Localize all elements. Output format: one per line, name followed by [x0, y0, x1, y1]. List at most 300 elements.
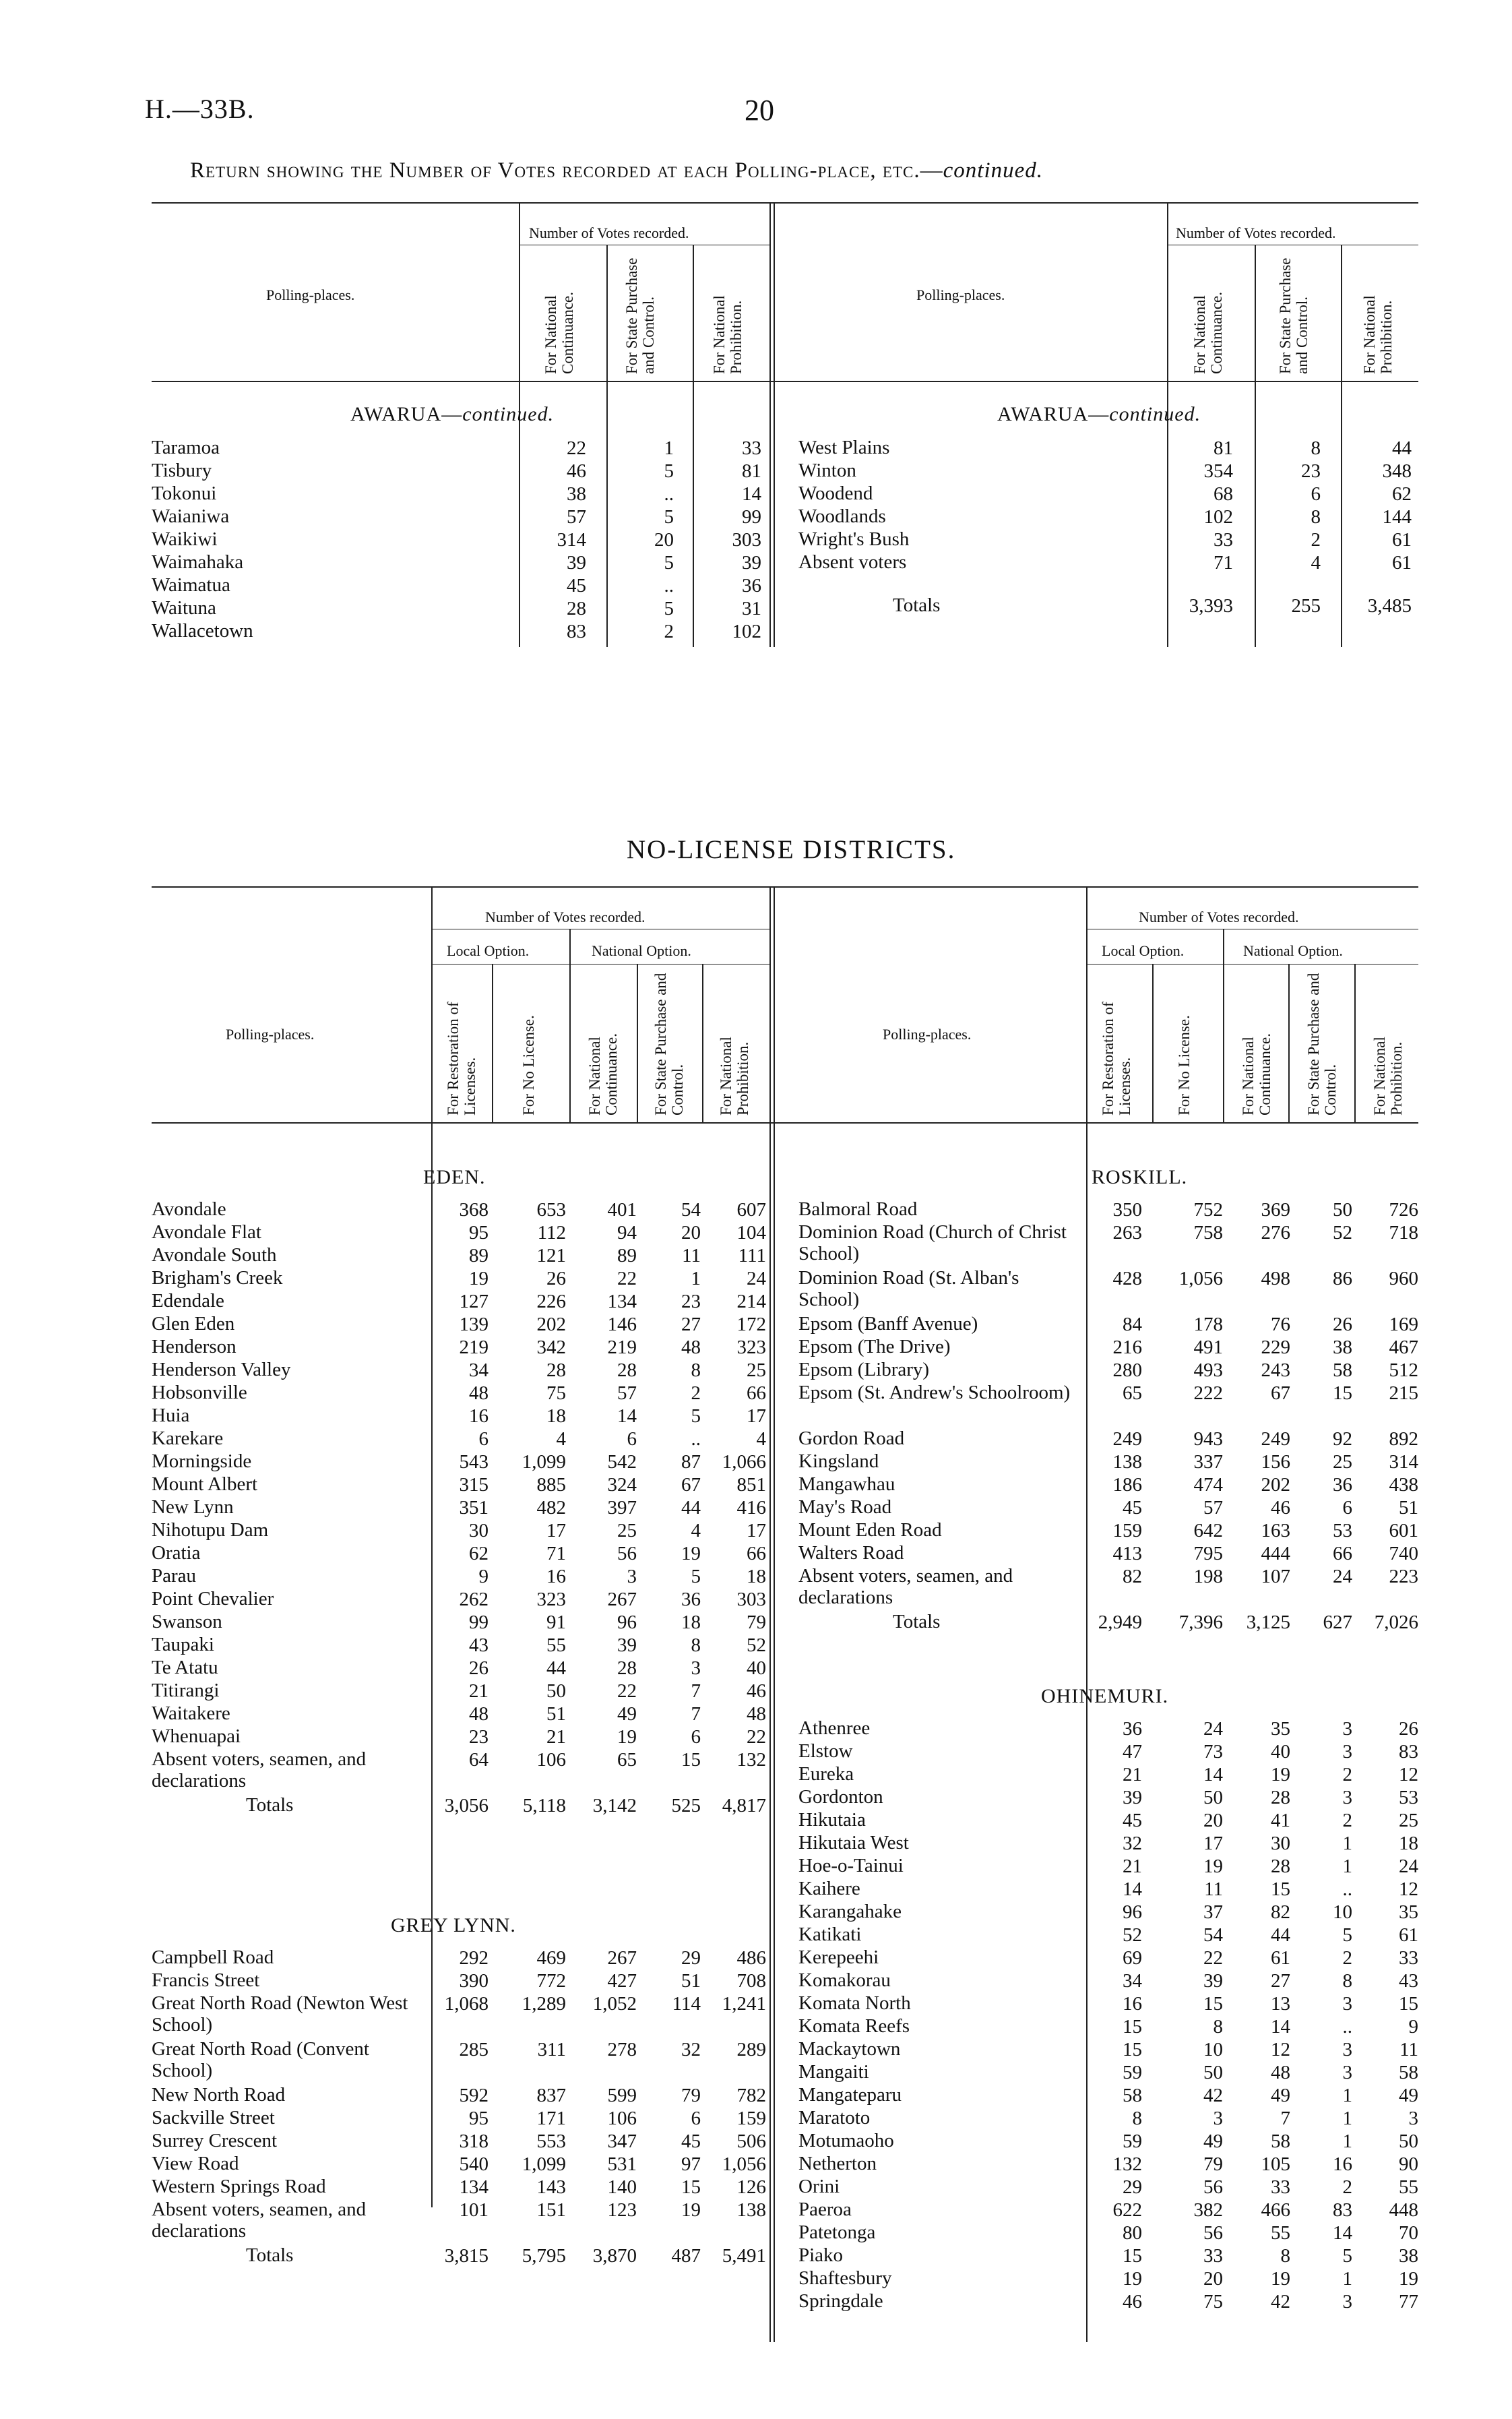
vote-count: 960	[1389, 1268, 1418, 1289]
vote-count: 540	[459, 2153, 489, 2175]
vote-count: 18	[681, 1612, 701, 1633]
vote-count: 156	[1261, 1451, 1290, 1473]
vote-count: 15	[1123, 2245, 1142, 2267]
vote-count: 55	[1271, 2222, 1290, 2244]
vote-count: 18	[747, 1566, 766, 1587]
vote-count: 90	[1399, 2153, 1418, 2175]
vote-count: 143	[536, 2176, 566, 2198]
vote-count: 144	[1382, 506, 1412, 528]
polling-place-name: New Lynn	[152, 1496, 234, 1518]
vote-count: 101	[459, 2199, 489, 2221]
vote-count: 219	[459, 1337, 489, 1358]
vote-count: 3	[1342, 1993, 1352, 2015]
vote-count: 487	[671, 2245, 701, 2267]
vote-count: 292	[459, 1947, 489, 1969]
vote-count: 26	[1333, 1314, 1352, 1335]
table-row	[798, 1740, 1418, 1763]
polling-place-name: Waikiwi	[152, 528, 218, 550]
vote-count: 65	[1123, 1382, 1142, 1404]
vote-count: 303	[736, 1589, 766, 1610]
polling-place-name: Te Atatu	[152, 1657, 218, 1678]
vote-count: 249	[1261, 1428, 1290, 1450]
vote-count: 44	[546, 1657, 566, 1679]
polling-place-name: Epsom (St. Andrew's Schoolroom)	[798, 1382, 1071, 1403]
vote-count: 653	[536, 1199, 566, 1221]
vote-count: 267	[607, 1947, 637, 1969]
polling-place-name: Walters Road	[798, 1542, 904, 1564]
vote-count: 94	[617, 1222, 637, 1244]
nl-national-option-left: National Option.	[592, 942, 691, 959]
vote-count: 20	[1203, 1810, 1223, 1831]
vote-count: 382	[1193, 2199, 1223, 2221]
vote-count: 28	[617, 1359, 637, 1381]
vote-count: 892	[1389, 1428, 1418, 1450]
vote-count: 57	[1203, 1497, 1223, 1519]
vote-count: 29	[681, 1947, 701, 1969]
vote-count: 55	[1399, 2176, 1418, 2198]
page-number: 20	[745, 94, 774, 127]
col-national-prohibition-left: For National Prohibition.	[711, 295, 745, 374]
vote-count: 80	[1123, 2222, 1142, 2244]
table-row	[798, 1878, 1418, 1901]
vote-count: 138	[736, 2199, 766, 2221]
vote-count: 262	[459, 1589, 489, 1610]
vote-count: 348	[1382, 460, 1412, 482]
vote-count: 223	[1389, 1566, 1418, 1587]
totals-row	[152, 1794, 768, 1817]
vote-count: 219	[607, 1337, 637, 1358]
table-row	[152, 460, 768, 483]
vote-count: 140	[607, 2176, 637, 2198]
vote-count: 1	[1342, 1856, 1352, 1877]
vote-count: 303	[732, 529, 761, 551]
vote-count: 5	[664, 598, 674, 619]
vote-count: 28	[1271, 1787, 1290, 1808]
vote-count: 23	[469, 1726, 489, 1748]
polling-place-name: Brigham's Creek	[152, 1267, 283, 1289]
vote-count: 467	[1389, 1337, 1418, 1358]
vote-count: 25	[747, 1359, 766, 1381]
vote-count: 498	[1261, 1268, 1290, 1289]
polling-place-name: Mangawhau	[798, 1473, 895, 1495]
nl-col-no-license-left: For No License.	[520, 1015, 537, 1115]
table-row	[798, 2199, 1418, 2222]
vote-count: 99	[469, 1612, 489, 1633]
vote-count: 51	[681, 1970, 701, 1992]
vote-count: 885	[536, 1474, 566, 1496]
vote-count: 66	[747, 1543, 766, 1564]
vote-count: 6	[691, 1726, 701, 1748]
awarua-left-table	[152, 437, 768, 643]
vote-count: 44	[1392, 437, 1412, 459]
table-row	[152, 1588, 768, 1611]
vote-count: 50	[1203, 1787, 1223, 1808]
vote-count: 64	[469, 1749, 489, 1771]
polling-place-name: Hikutaia West	[798, 1832, 909, 1854]
vote-count: 43	[469, 1634, 489, 1656]
vote-count: 123	[607, 2199, 637, 2221]
table-row	[798, 1924, 1418, 1947]
vote-count: 32	[1123, 1833, 1142, 1854]
vote-count: 62	[469, 1543, 489, 1564]
vote-count: 202	[536, 1314, 566, 1335]
vote-count: 25	[1399, 1810, 1418, 1831]
vote-count: 482	[536, 1497, 566, 1519]
vote-count: 6	[691, 2108, 701, 2129]
vote-count: 20	[1203, 2268, 1223, 2290]
vote-count: 146	[607, 1314, 637, 1335]
vote-count: 39	[617, 1634, 637, 1656]
vote-count: 7,396	[1178, 1612, 1223, 1633]
awarua-left-section	[350, 403, 554, 426]
polling-place-name: Avondale Flat	[152, 1221, 261, 1243]
totals-row	[798, 594, 1418, 617]
vote-count: 92	[1333, 1428, 1352, 1450]
table-row	[152, 1198, 768, 1221]
vote-count: 11	[682, 1245, 701, 1266]
vote-count: 89	[469, 1245, 489, 1266]
polling-place-name: Motumaoho	[798, 2130, 894, 2151]
return-title-continued: continued.	[943, 158, 1044, 183]
vote-count: 126	[736, 2176, 766, 2198]
vote-count: 48	[469, 1382, 489, 1404]
vote-count: 531	[607, 2153, 637, 2175]
vote-count: 38	[1399, 2245, 1418, 2267]
vote-count: 99	[742, 506, 761, 528]
vote-count: 66	[1333, 1543, 1352, 1564]
polling-place-name: Wright's Bush	[798, 528, 910, 550]
table-row	[152, 1313, 768, 1336]
vote-count: 51	[1399, 1497, 1418, 1519]
table-row	[152, 483, 768, 506]
vote-count: 95	[469, 1222, 489, 1244]
polling-place-name: Winton	[798, 460, 856, 481]
vote-count: 76	[1271, 1314, 1290, 1335]
vote-count: 758	[1193, 1222, 1223, 1244]
vote-count: 50	[1399, 2131, 1418, 2152]
polling-place-name: Gordonton	[798, 1786, 883, 1808]
table-row	[798, 1428, 1418, 1450]
vote-count: 19	[681, 1543, 701, 1564]
vote-count: 13	[1271, 1993, 1290, 2015]
vote-count: 26	[546, 1268, 566, 1289]
vote-count: 46	[1123, 2291, 1142, 2313]
vote-count: 169	[1389, 1314, 1418, 1335]
vote-count: 7	[691, 1680, 701, 1702]
vote-count: 15	[681, 1749, 701, 1771]
vote-count: 75	[1203, 2291, 1223, 2313]
vote-count: 3	[1342, 1787, 1352, 1808]
awarua-right-section-name: AWARUA—	[997, 403, 1110, 425]
vote-count: 229	[1261, 1337, 1290, 1358]
vote-count: 17	[1203, 1833, 1223, 1854]
vote-count: 14	[1203, 1764, 1223, 1785]
table-row	[152, 506, 768, 528]
vote-count: 28	[617, 1657, 637, 1679]
vote-count: 6	[478, 1428, 489, 1450]
vote-count: 107	[1261, 1566, 1290, 1587]
vote-count: 61	[1392, 552, 1412, 574]
polling-place-name: Henderson	[152, 1336, 237, 1357]
table-row	[798, 2153, 1418, 2176]
vote-count: 315	[459, 1474, 489, 1496]
vote-count: 48	[469, 1703, 489, 1725]
vote-count: 9	[478, 1566, 489, 1587]
polling-place-name: Dominion Road (Church of Christ School)	[798, 1221, 1067, 1264]
vote-count: 3	[1342, 2039, 1352, 2060]
vote-count: 139	[459, 1314, 489, 1335]
vote-count: 38	[1333, 1337, 1352, 1358]
vote-count: 106	[536, 1749, 566, 1771]
vote-count: 7	[1280, 2108, 1290, 2129]
vote-count: 66	[747, 1382, 766, 1404]
vote-count: 59	[1123, 2131, 1142, 2152]
polling-place-name: Mount Eden Road	[798, 1519, 942, 1541]
table-row	[798, 2176, 1418, 2199]
return-title	[190, 158, 1043, 183]
nl-local-option-right: Local Option.	[1102, 942, 1185, 959]
nl-national-option-right: National Option.	[1243, 942, 1343, 959]
table-row	[152, 1748, 768, 1794]
nl-col-continuance-left: For National Continuance.	[586, 1033, 620, 1115]
polling-place-name: Glen Eden	[152, 1313, 235, 1335]
vote-count: 9	[1408, 2016, 1418, 2038]
vote-count: 216	[1112, 1337, 1142, 1358]
polling-place-name: Sackville Street	[152, 2107, 275, 2129]
nl-polling-places-left: Polling-places.	[226, 1026, 315, 1043]
table-row	[798, 1565, 1418, 1611]
vote-count: 65	[617, 1749, 637, 1771]
vote-count: 8	[1311, 506, 1321, 528]
vote-count: 32	[681, 2039, 701, 2060]
table-row	[152, 1680, 768, 1703]
vote-count: 79	[681, 2085, 701, 2106]
vote-count: 8	[691, 1359, 701, 1381]
polling-place-name: Mackaytown	[798, 2038, 901, 2060]
vote-count: 8	[1213, 2016, 1223, 2038]
vote-count: 397	[607, 1497, 637, 1519]
awarua-left-section-cont: continued.	[462, 403, 555, 425]
vote-count: 3	[1408, 2108, 1418, 2129]
vote-count: 17	[747, 1520, 766, 1541]
vote-count: 622	[1112, 2199, 1142, 2221]
vote-count: 2	[691, 1382, 701, 1404]
vote-count: 599	[607, 2085, 637, 2106]
vote-count: 24	[1203, 1718, 1223, 1740]
vote-count: 347	[607, 2131, 637, 2152]
vote-count: 95	[469, 2108, 489, 2129]
vote-count: 601	[1389, 1520, 1418, 1541]
vote-count: 5,795	[522, 2245, 566, 2267]
vote-count: 68	[1214, 483, 1233, 505]
vote-count: 36	[681, 1589, 701, 1610]
vote-count: 3,125	[1246, 1612, 1290, 1633]
vote-count: 159	[736, 2108, 766, 2129]
vote-count: 52	[1123, 1924, 1142, 1946]
nl-col-continuance-right: For National Continuance.	[1240, 1033, 1273, 1115]
roskill-table	[798, 1198, 1418, 1634]
polling-place-name: Tokonui	[152, 483, 217, 504]
vote-count: 163	[1261, 1520, 1290, 1541]
vote-count: 19	[469, 1268, 489, 1289]
vote-count: 29	[1123, 2176, 1142, 2198]
vote-count: 15	[681, 2176, 701, 2198]
vote-count: 1	[1342, 1833, 1352, 1854]
polling-place-name: Nihotupu Dam	[152, 1519, 269, 1541]
vote-count: 97	[681, 2153, 701, 2175]
nl-col-no-license-right: For No License.	[1176, 1015, 1193, 1115]
nl-votes-heading-left: Number of Votes recorded.	[485, 909, 645, 925]
vote-count: 34	[469, 1359, 489, 1381]
vote-count: 127	[459, 1291, 489, 1312]
vote-count: 54	[1203, 1924, 1223, 1946]
vote-count: 45	[1123, 1497, 1142, 1519]
vote-count: 75	[546, 1382, 566, 1404]
polling-place-name: Point Chevalier	[152, 1588, 274, 1610]
vote-count: 70	[1399, 2222, 1418, 2244]
vote-count: ..	[691, 1428, 701, 1450]
polling-place-name: Komakorau	[798, 1969, 891, 1991]
table-row	[152, 1634, 768, 1657]
vote-count: 249	[1112, 1428, 1142, 1450]
vote-count: 26	[469, 1657, 489, 1679]
vote-count: 323	[736, 1337, 766, 1358]
table-row	[152, 1359, 768, 1382]
vote-count: 83	[1399, 1741, 1418, 1763]
vote-count: 1	[664, 437, 674, 459]
totals-row	[152, 2244, 768, 2267]
vote-count: 1,066	[722, 1451, 766, 1473]
vote-count: 1,289	[522, 1993, 566, 2015]
nl-col-state-purchase-left: For State Purchase and Control.	[652, 973, 686, 1115]
table-row	[798, 2084, 1418, 2107]
table-row	[798, 1473, 1418, 1496]
vote-count: 469	[536, 1947, 566, 1969]
vote-count: 79	[747, 1612, 766, 1633]
vote-count: 243	[1261, 1359, 1290, 1381]
vote-count: 438	[1389, 1474, 1418, 1496]
vote-count: 33	[1399, 1947, 1418, 1969]
vote-count: 15	[1123, 2016, 1142, 2038]
vote-count: 10	[1203, 2039, 1223, 2060]
vote-count: 44	[1271, 1924, 1290, 1946]
vote-count: 708	[736, 1970, 766, 1992]
polling-place-name: Epsom (Library)	[798, 1359, 930, 1380]
vote-count: 44	[681, 1497, 701, 1519]
table-row	[798, 1313, 1418, 1336]
table-row	[798, 1947, 1418, 1969]
table-row	[798, 437, 1418, 460]
table-row	[798, 1717, 1418, 1740]
vote-count: 6	[1311, 483, 1321, 505]
polling-place-name: Titirangi	[152, 1680, 220, 1701]
vote-count: 91	[546, 1612, 566, 1633]
polling-place-name: Morningside	[152, 1450, 252, 1472]
vote-count: 5	[691, 1566, 701, 1587]
vote-count: 67	[681, 1474, 701, 1496]
vote-count: 47	[1123, 1741, 1142, 1763]
vote-count: 11	[1399, 2039, 1418, 2060]
vote-count: 151	[536, 2199, 566, 2221]
vote-count: 15	[1399, 1993, 1418, 2015]
vote-count: 15	[1123, 2039, 1142, 2060]
table-row	[152, 1473, 768, 1496]
table-row	[152, 2176, 768, 2199]
grey-lynn-table	[152, 1947, 768, 2267]
polling-place-name: Henderson Valley	[152, 1359, 291, 1380]
vote-count: 493	[1193, 1359, 1223, 1381]
vote-count: 413	[1112, 1543, 1142, 1564]
vote-count: 342	[536, 1337, 566, 1358]
vote-count: 2	[664, 621, 674, 642]
vote-count: 48	[1271, 2062, 1290, 2083]
polling-place-name: Orini	[798, 2176, 840, 2197]
vote-count: 102	[732, 621, 761, 642]
vote-count: 324	[607, 1474, 637, 1496]
vote-count: 46	[567, 460, 586, 482]
table-row	[798, 1542, 1418, 1565]
vote-count: ..	[1342, 2016, 1352, 2038]
vote-count: 4	[756, 1428, 766, 1450]
vote-count: 33	[742, 437, 761, 459]
vote-count: 11	[1204, 1878, 1223, 1900]
table-row	[798, 2267, 1418, 2290]
nl-col-restoration-right: For Restoration of Licenses.	[1100, 1002, 1133, 1115]
vote-count: 542	[607, 1451, 637, 1473]
vote-count: 67	[1271, 1382, 1290, 1404]
vote-count: 1,056	[722, 2153, 766, 2175]
vote-count: 53	[1399, 1787, 1418, 1808]
vote-count: 106	[607, 2108, 637, 2129]
vote-count: 19	[1399, 2268, 1418, 2290]
vote-count: ..	[664, 575, 674, 596]
vote-count: 486	[736, 1947, 766, 1969]
vote-count: 5	[1342, 2245, 1352, 2267]
nl-col-prohibition-left: For National Prohibition.	[718, 1037, 751, 1115]
table-row	[798, 2244, 1418, 2267]
polling-place-name: Parau	[152, 1565, 197, 1587]
vote-count: 6	[1342, 1497, 1352, 1519]
vote-count: 58	[1333, 1359, 1352, 1381]
vote-count: 49	[1271, 2085, 1290, 2106]
vote-count: 56	[1203, 2222, 1223, 2244]
vote-count: 49	[617, 1703, 637, 1725]
polling-place-name: Taramoa	[152, 437, 220, 458]
table-row	[798, 1832, 1418, 1855]
table-row	[152, 597, 768, 620]
vote-count: 102	[1203, 506, 1233, 528]
vote-count: 5	[664, 506, 674, 528]
vote-count: 263	[1112, 1222, 1142, 1244]
vote-count: 202	[1261, 1474, 1290, 1496]
polling-place-name: Piako	[798, 2244, 844, 2266]
vote-count: 2,949	[1098, 1612, 1142, 1633]
vote-count: 214	[736, 1291, 766, 1312]
vote-count: 58	[1271, 2131, 1290, 2152]
vote-count: 43	[1399, 1970, 1418, 1992]
vote-count: 57	[567, 506, 586, 528]
vote-count: 390	[459, 1970, 489, 1992]
vote-count: 4	[691, 1520, 701, 1541]
vote-count: 311	[537, 2039, 566, 2060]
vote-count: 15	[1203, 1993, 1223, 2015]
table-row	[798, 2222, 1418, 2244]
nl-col-state-purchase-right: For State Purchase and Control.	[1305, 973, 1339, 1115]
vote-count: 466	[1261, 2199, 1290, 2221]
table-row	[152, 1969, 768, 1992]
vote-count: 27	[1271, 1970, 1290, 1992]
vote-count: 8	[1311, 437, 1321, 459]
